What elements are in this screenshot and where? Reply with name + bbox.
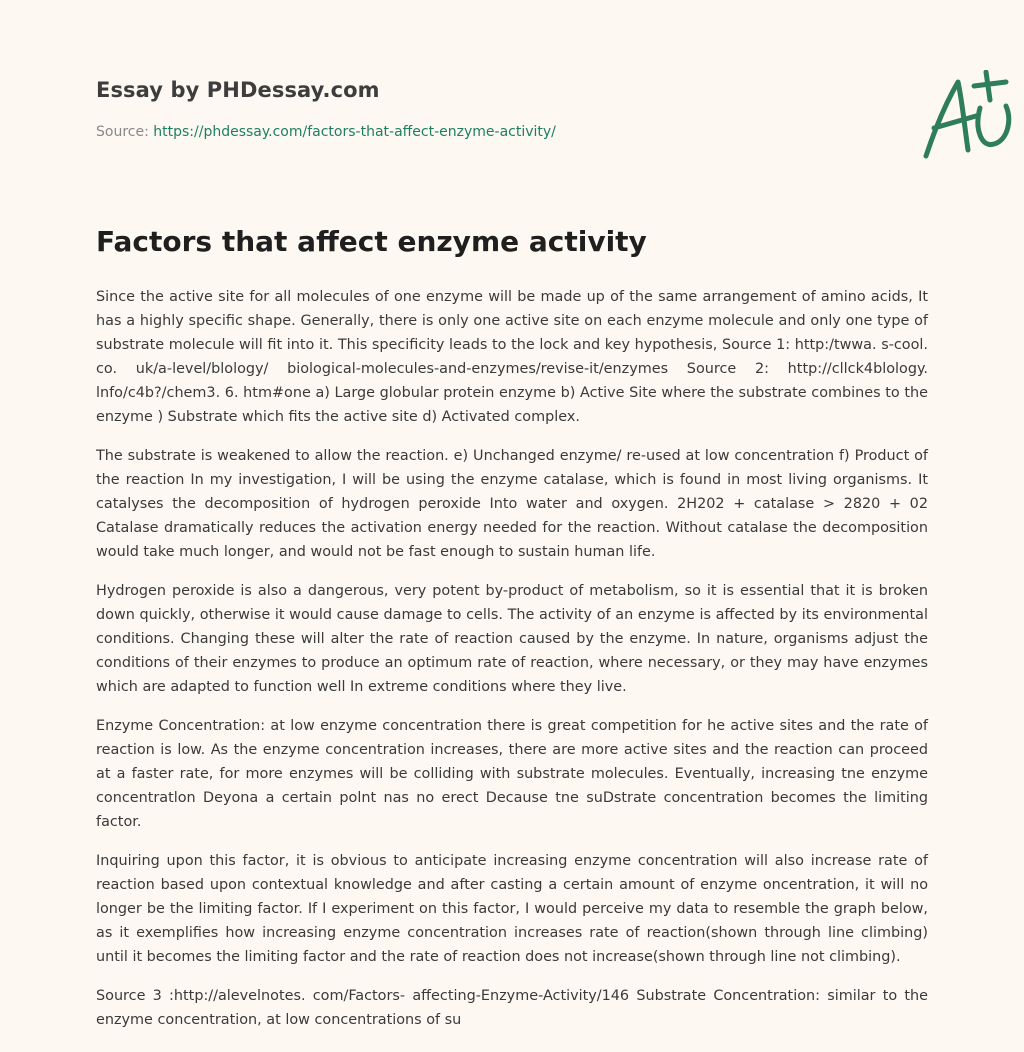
- source-link[interactable]: https://phdessay.com/factors-that-affect-enzyme-activity/: [153, 124, 556, 140]
- source-label: Source:: [96, 124, 149, 140]
- source-line: [96, 124, 556, 140]
- paragraph: Inquiring upon this factor, it is obvious to anticipate increasing enzyme concentration will also increase rate of reaction based upon contextual knowledge and after casting a certain amount of enzyme oncentration, it will no longer be the limiting factor. If I experiment on this factor, I would perceive my data to resemble the graph below, as it exemplifies how increasing enzyme concentration increases rate of reaction(shown through line climbing) until it becomes the limiting factor and the rate of reaction does not increase(shown through line not climbing).: [96, 853, 928, 965]
- essay-body: [96, 285, 928, 1047]
- paragraph: Enzyme Concentration: at low enzyme concentration there is great competition for he active sites and the rate of reaction is low. As the enzyme concentration increases, there are more active sites and the reaction can proceed at a faster rate, for more enzymes will be colliding with substrate molecules. Eventually, increasing tne enzyme concentratlon Deyona a certain polnt nas no erect Decause tne suDstrate concentration becomes the limiting factor.: [96, 718, 928, 830]
- site-brand: Essay by PHDessay.com: [96, 78, 380, 102]
- paragraph: Since the active site for all molecules of one enzyme will be made up of the same arrangement of amino acids, It has a highly specific shape. Generally, there is only one active site on each enzyme molecule and only one type of substrate molecule will fit into it. This specificity leads to the lock and key hypothesis, Source 1: http:/twwa. s-cool. co. uk/a-level/blology/ biological-molecules-and-enzymes/revise-it/enzymes Source 2: http://cllck4blology. lnfo/c4b?/chem3. 6. htm#one a) Large globular protein enzyme b) Active Site where the substrate combines to the enzyme ) Substrate which fits the active site d) Activated complex.: [96, 289, 928, 425]
- paragraph: Source 3 :http://alevelnotes. com/Factors- affecting-Enzyme-Activity/146 Substrate Concentration: similar to the enzyme concentration, at low concentrations of su: [96, 988, 928, 1028]
- paragraph: The substrate is weakened to allow the reaction. e) Unchanged enzyme/ re-used at low concentration f) Product of the reaction In my investigation, I will be using the enzyme catalase, which is found in most living organisms. It catalyses the decomposition of hydrogen peroxide Into water and oxygen. 2H202 + catalase > 2820 + 02 Catalase dramatically reduces the activation energy needed for the reaction. Without catalase the decomposition would take much longer, and would not be fast enough to sustain human life.: [96, 448, 928, 560]
- a-plus-logo-icon: [914, 70, 1024, 162]
- essay-title: Factors that affect enzyme activity: [96, 225, 647, 258]
- paragraph: Hydrogen peroxide is also a dangerous, very potent by-product of metabolism, so it is essential that it is broken down quickly, otherwise it would cause damage to cells. The activity of an enzyme is affected by its environmental conditions. Changing these will alter the rate of reaction caused by the enzyme. In nature, organisms adjust the conditions of their enzymes to produce an optimum rate of reaction, where necessary, or they may have enzymes which are adapted to function well In extreme conditions where they live.: [96, 583, 928, 695]
